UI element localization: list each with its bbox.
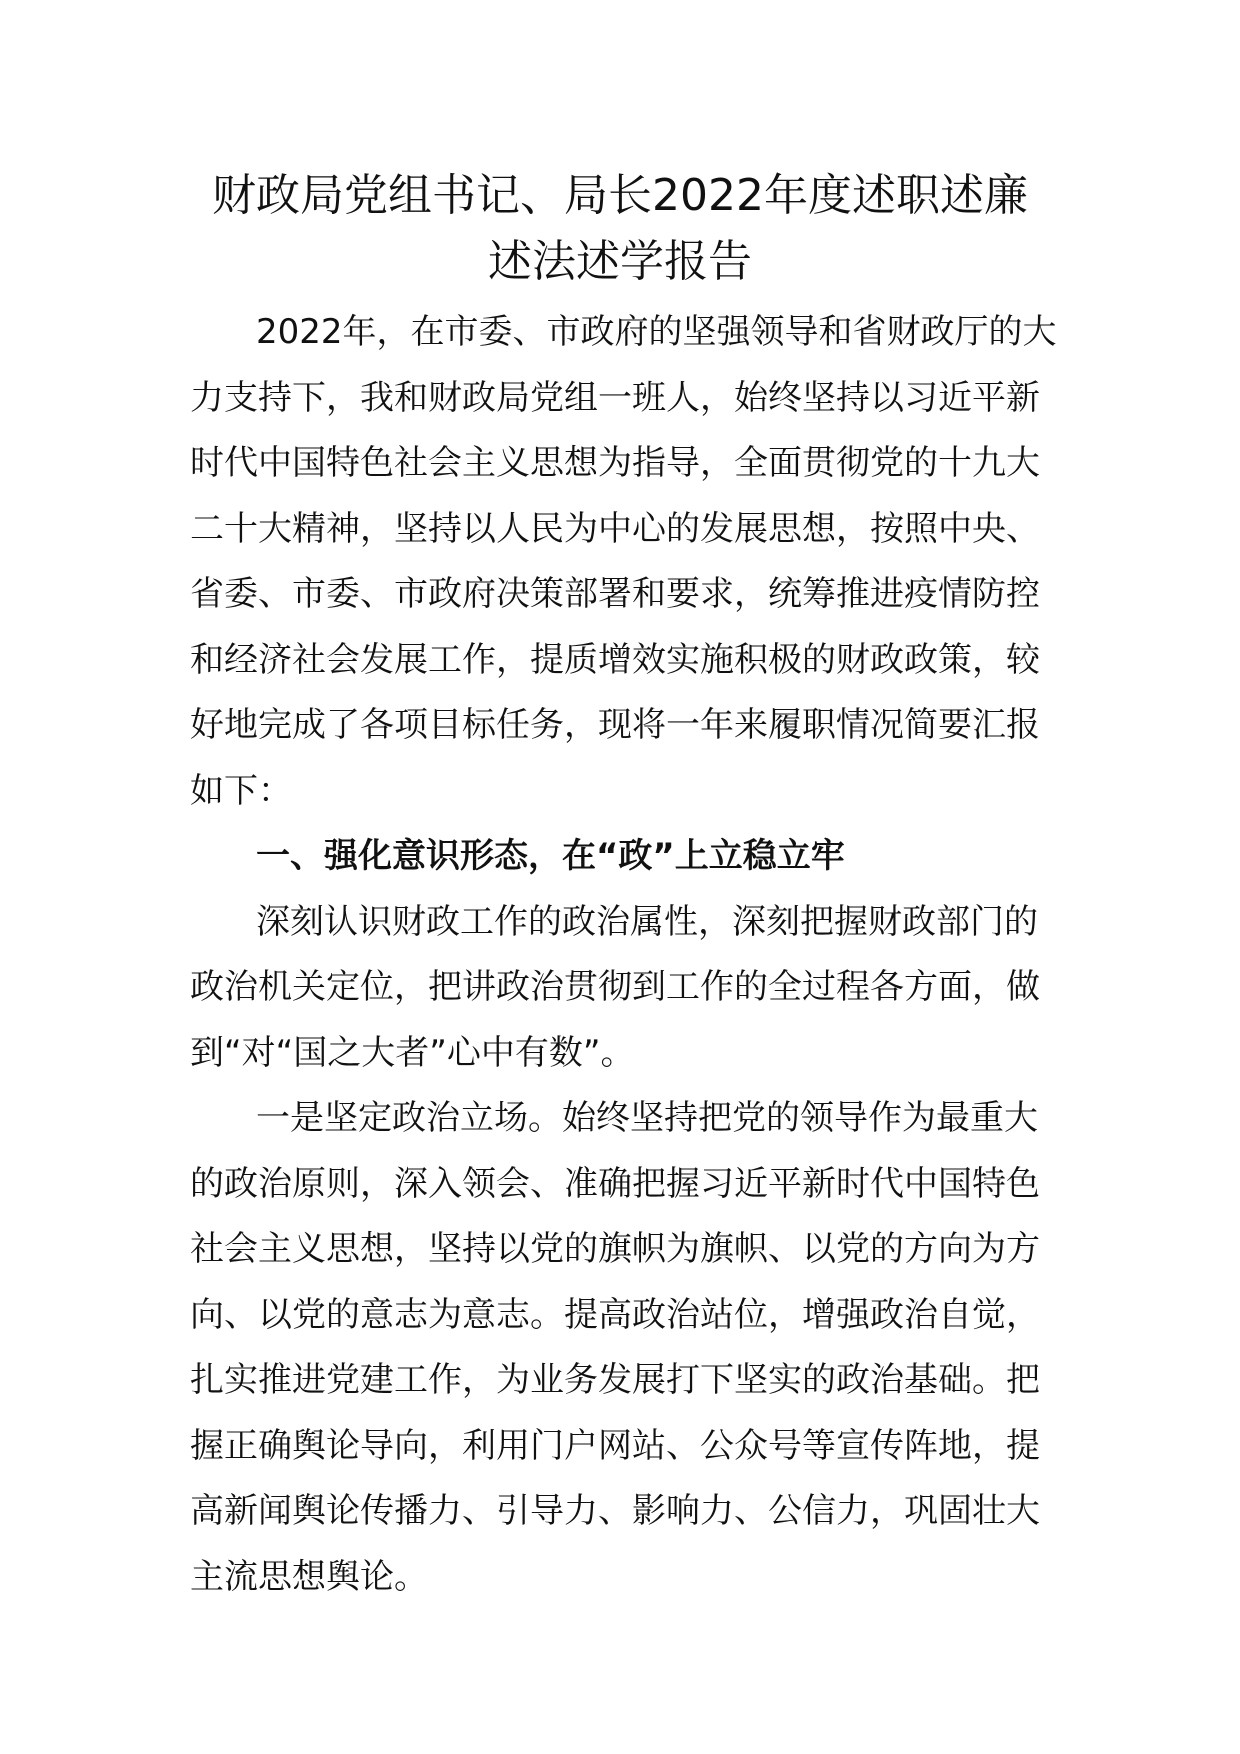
section-heading: 一、强化意识形态，在“政”上立稳立牢 <box>256 836 845 876</box>
paragraph-line: 主流思想舆论。 <box>190 1556 428 1597</box>
paragraph-line: 2022年，在市委、市政府的坚强领导和省财政厅的大 <box>256 312 1057 352</box>
document-title <box>150 164 1090 295</box>
paragraph-line: 二十大精神，坚持以人民为中心的发展思想，按照中央、 <box>190 508 1040 549</box>
paragraph-line: 扎实推进党建工作，为业务发展打下坚实的政治基础。把 <box>190 1360 1040 1400</box>
paragraph-line: 的政治原则，深入领会、准确把握习近平新时代中国特色 <box>190 1163 1040 1204</box>
paragraph-line: 省委、市委、市政府决策部署和要求，统筹推进疫情防控 <box>190 574 1040 614</box>
title-line: 财政局党组书记、局长2022年度述职述廉 <box>212 170 1028 221</box>
paragraph-line: 如下： <box>190 770 292 811</box>
paragraph-line: 握正确舆论导向，利用门户网站、公众号等宣传阵地，提 <box>190 1425 1040 1466</box>
paragraph-line: 高新闻舆论传播力、引导力、影响力、公信力，巩固壮大 <box>190 1491 1040 1531</box>
paragraph-line: 政治机关定位，把讲政治贯彻到工作的全过程各方面，做 <box>190 967 1040 1007</box>
paragraph-line: 深刻认识财政工作的政治属性，深刻把握财政部门的 <box>256 901 1038 942</box>
paragraph-line: 向、以党的意志为意志。提高政治站位，增强政治自觉， <box>190 1294 1040 1335</box>
title-line: 述法述学报告 <box>488 235 752 287</box>
paragraph-line: 时代中国特色社会主义思想为指导，全面贯彻党的十九大 <box>190 443 1040 483</box>
paragraph-line: 到“对“国之大者”心中有数”。 <box>190 1032 635 1073</box>
paragraph-line: 和经济社会发展工作，提质增效实施积极的财政政策，较 <box>190 639 1040 680</box>
paragraph-line: 力支持下，我和财政局党组一班人，始终坚持以习近平新 <box>190 377 1040 418</box>
document-body <box>190 300 1060 1610</box>
paragraph-line: 社会主义思想，坚持以党的旗帜为旗帜、以党的方向为方 <box>190 1229 1040 1269</box>
paragraph-line: 好地完成了各项目标任务，现将一年来履职情况简要汇报 <box>190 705 1040 745</box>
paragraph-line: 一是坚定政治立场。始终坚持把党的领导作为最重大 <box>256 1098 1038 1138</box>
